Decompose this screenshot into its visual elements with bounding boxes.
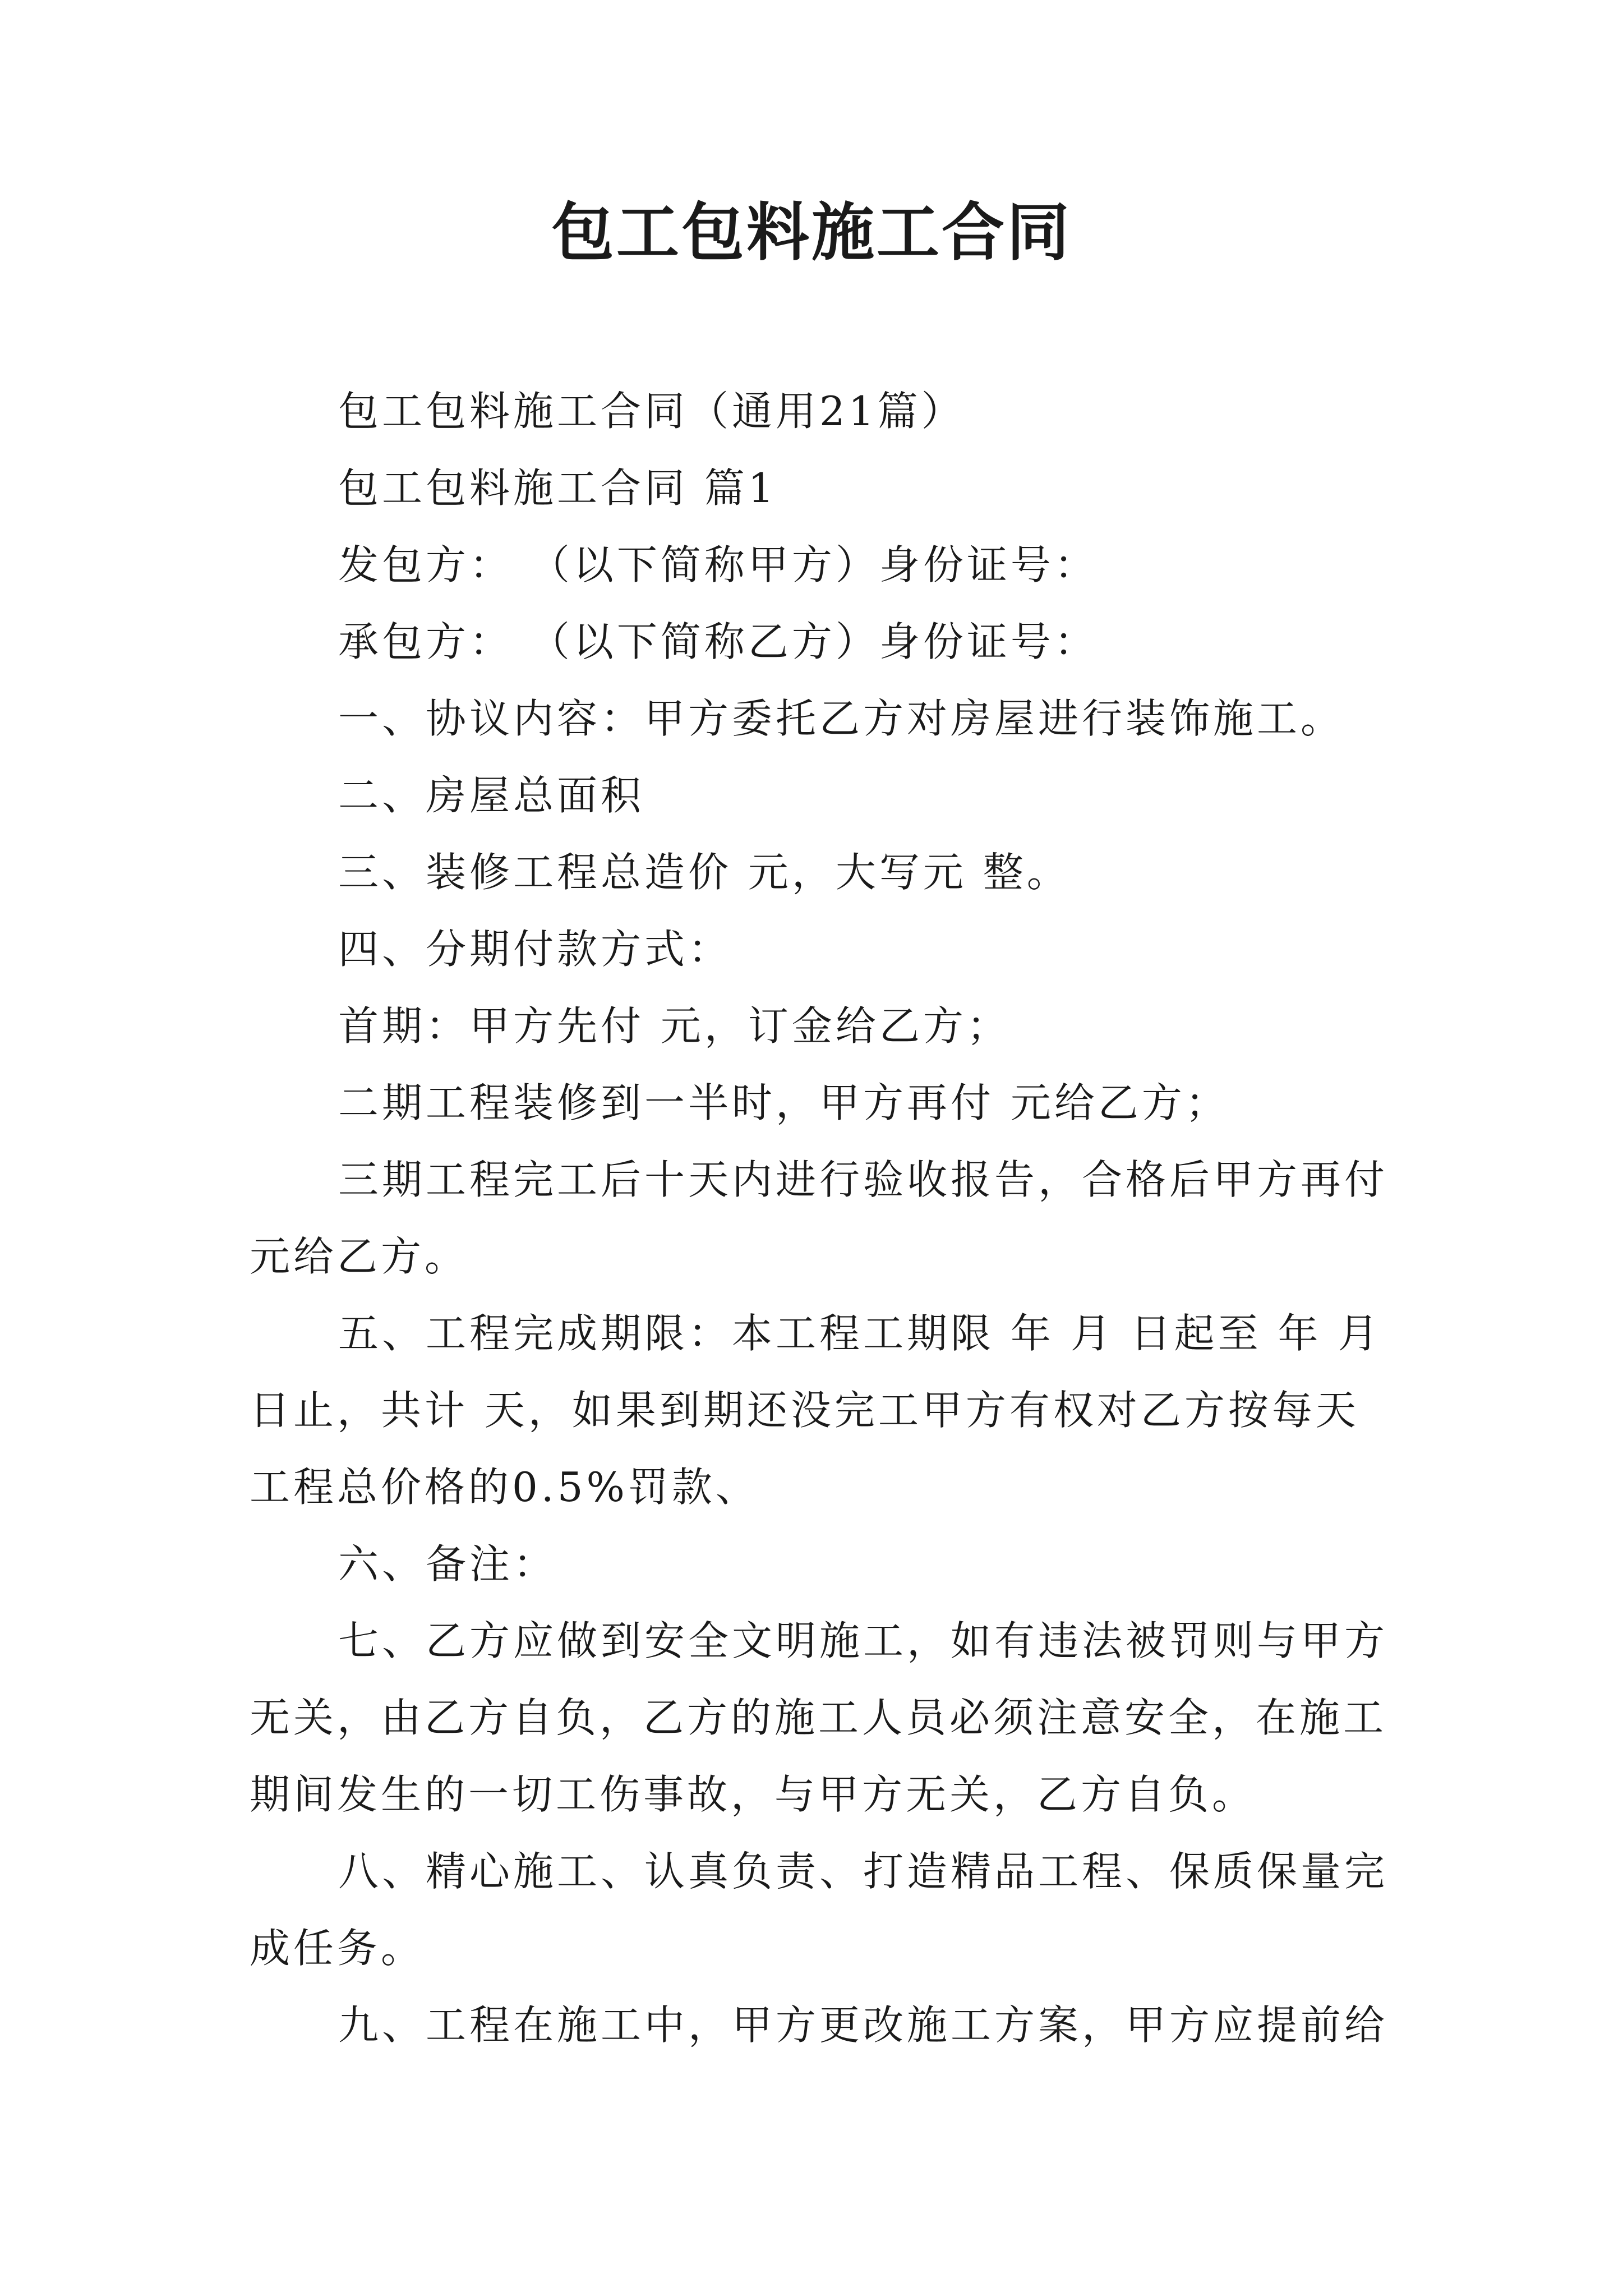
paragraph-payment-second: 二期工程装修到一半时，甲方再付 元给乙方； [338,1079,1229,1126]
paragraph-contractor: 承包方： （以下简称乙方）身份证号： [338,618,1098,665]
paragraph-clause-6: 六、备注： [338,1540,557,1588]
paragraph-employer: 发包方： （以下简称甲方）身份证号： [338,541,1098,588]
paragraph-clause-7: 七、乙方应做到安全文明施工，如有违法被罚则与甲方无关，由乙方自负，乙方的施工人员必须注意安全，在施工期间发生的一切工伤事故，与甲方无关，乙方自负。 [250,1617,1389,1818]
paragraph-section-title: 包工包料施工合同 篇1 [338,464,777,512]
document-title: 包工包料施工合同 [551,196,1072,269]
paragraph-clause-9: 九、工程在施工中，甲方更改施工方案，甲方应提前给 [338,2001,1389,2049]
paragraph-clause-8: 八、精心施工、认真负责、打造精品工程、保质保量完成任务。 [250,1848,1389,1972]
paragraph-heading: 包工包料施工合同（通用21篇） [338,388,965,435]
paragraph-clause-2: 二、房屋总面积 [338,772,645,819]
paragraph-clause-1: 一、协议内容：甲方委托乙方对房屋进行装饰施工。 [338,695,1345,742]
paragraph-clause-3: 三、装修工程总造价 元，大写元 整。 [338,849,1071,896]
paragraph-payment-first: 首期：甲方先付 元，订金给乙方； [338,1002,1011,1050]
paragraph-payment-third: 三期工程完工后十天内进行验收报告，合格后甲方再付元给乙方。 [250,1156,1389,1280]
paragraph-clause-5: 五、工程完成期限：本工程工期限 年 月 日起至 年 月 日止，共计 天，如果到期还没完工甲方有权对乙方按每天工程总价格的0.5%罚款、 [250,1310,1398,1511]
document-body [250,373,1398,2064]
paragraph-clause-4: 四、分期付款方式： [338,926,732,973]
